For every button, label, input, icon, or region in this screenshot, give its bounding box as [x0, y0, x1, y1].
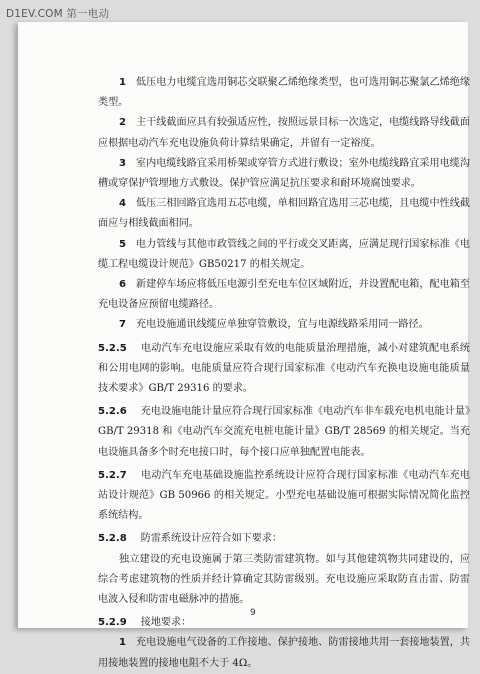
item-text: 充电设施电气设备的工作接地、保护接地、防雷接地共用一套接地装置，共用接地装置的接地电阻不大于 4Ω。 — [98, 637, 470, 669]
item-number: 7 — [119, 319, 127, 331]
clause-title: 接地要求： — [140, 617, 192, 629]
page-number: 9 — [250, 608, 256, 618]
clause-number: 5.2.5 — [98, 342, 127, 354]
clause-text: 防雷系统设计应符合如下要求： — [140, 533, 283, 545]
watermark-text: D1EV.COM 第一电动 — [6, 8, 110, 20]
item-number: 6 — [119, 279, 127, 291]
item-number: 4 — [119, 198, 127, 210]
list-item — [98, 194, 470, 234]
clause-text: 电动汽车充电基础设施监控系统设计应符合现行国家标准《电动汽车充电站设计规范》GB 50966 的相关规定。小型充电基础设施可根据实际情况简化监控系统结构。 — [98, 469, 470, 522]
clause-5-2-6 — [98, 402, 470, 463]
clause-5-2-5 — [98, 339, 470, 400]
item-number: 3 — [119, 157, 127, 169]
item-text: 充电设施通讯线缆应单独穿管敷设，宜与电源线路采用同一路径。 — [136, 319, 429, 331]
page-content — [98, 73, 470, 674]
clause-text: 电动汽车充电设施应采取有效的电能质量治理措施，减小对建筑配电系统和公用电网的影响。电能质量应符合现行国家标准《电动汽车充换电设施电能质量技术要求》GB/T 29316 的要求。 — [98, 342, 470, 395]
item-number: 1 — [119, 77, 127, 88]
list-item — [98, 113, 470, 153]
clause-number: 5.2.6 — [98, 406, 127, 418]
clause-number: 5.2.7 — [98, 469, 127, 481]
lightning-paragraph: 独立建设的充电设施属于第三类防雷建筑物。如与其他建筑物共同建设的，应综合考虑建筑物的性质并经计算确定其防雷级别。充电设施应采取防直击雷、防雷电波入侵和防雷电磁脉冲的措施。 — [98, 553, 470, 606]
clause-number: 5.2.8 — [98, 533, 127, 545]
item-text: 室内电缆线路宜采用桥架或穿管方式进行敷设；室外电缆线路宜采用电缆沟槽或穿保护管埋地方式敷设。保护管应满足抗压要求和耐环境腐蚀要求。 — [98, 157, 470, 190]
clause-5-2-7 — [98, 466, 470, 527]
list-item — [98, 154, 470, 194]
list-item — [98, 275, 470, 315]
item-text: 低压三相回路宜选用五芯电缆，单相回路宜选用三芯电缆，且电缆中性线截面应与相线截面相同。 — [98, 198, 470, 230]
item-text: 电力管线与其他市政管线之间的平行或交叉距离，应满足现行国家标准《电缆工程电缆设计规范》GB50217 的相关规定。 — [98, 238, 470, 270]
item-text: 新建停车场应将低压电源引至充电车位区域附近，并设置配电箱，配电箱至充电设备应预留电缆路径。 — [98, 279, 470, 311]
item-text: 主干线截面应具有较强适应性，按照远景目标一次选定，电缆线路导线截面应根据电动汽车充电设施负荷计算结果确定，并留有一定裕度。 — [98, 117, 470, 149]
item-number: 5 — [119, 238, 127, 250]
document-page — [18, 22, 470, 669]
clause-5-2-8 — [98, 529, 470, 549]
clause-number: 5.2.9 — [98, 617, 127, 629]
list-item — [98, 315, 470, 335]
list-item — [98, 633, 470, 673]
item-text: 低压电力电缆宜选用铜芯交联聚乙烯绝缘类型，也可选用铜芯聚氯乙烯绝缘类型。 — [98, 77, 470, 109]
list-item — [98, 73, 470, 113]
list-item — [98, 235, 470, 275]
item-number: 1 — [119, 637, 127, 649]
clause-text: 充电设施电能计量应符合现行国家标准《电动汽车非车载充电机电能计量》GB/T 29318 和《电动汽车交流充电桩电能计量》GB/T 28569 的相关规定。当充电设施具备多个时充电接口时，每个接口应单独配置电能表。 — [98, 406, 470, 458]
item-number: 2 — [119, 117, 127, 129]
clause-5-2-9 — [98, 613, 470, 633]
